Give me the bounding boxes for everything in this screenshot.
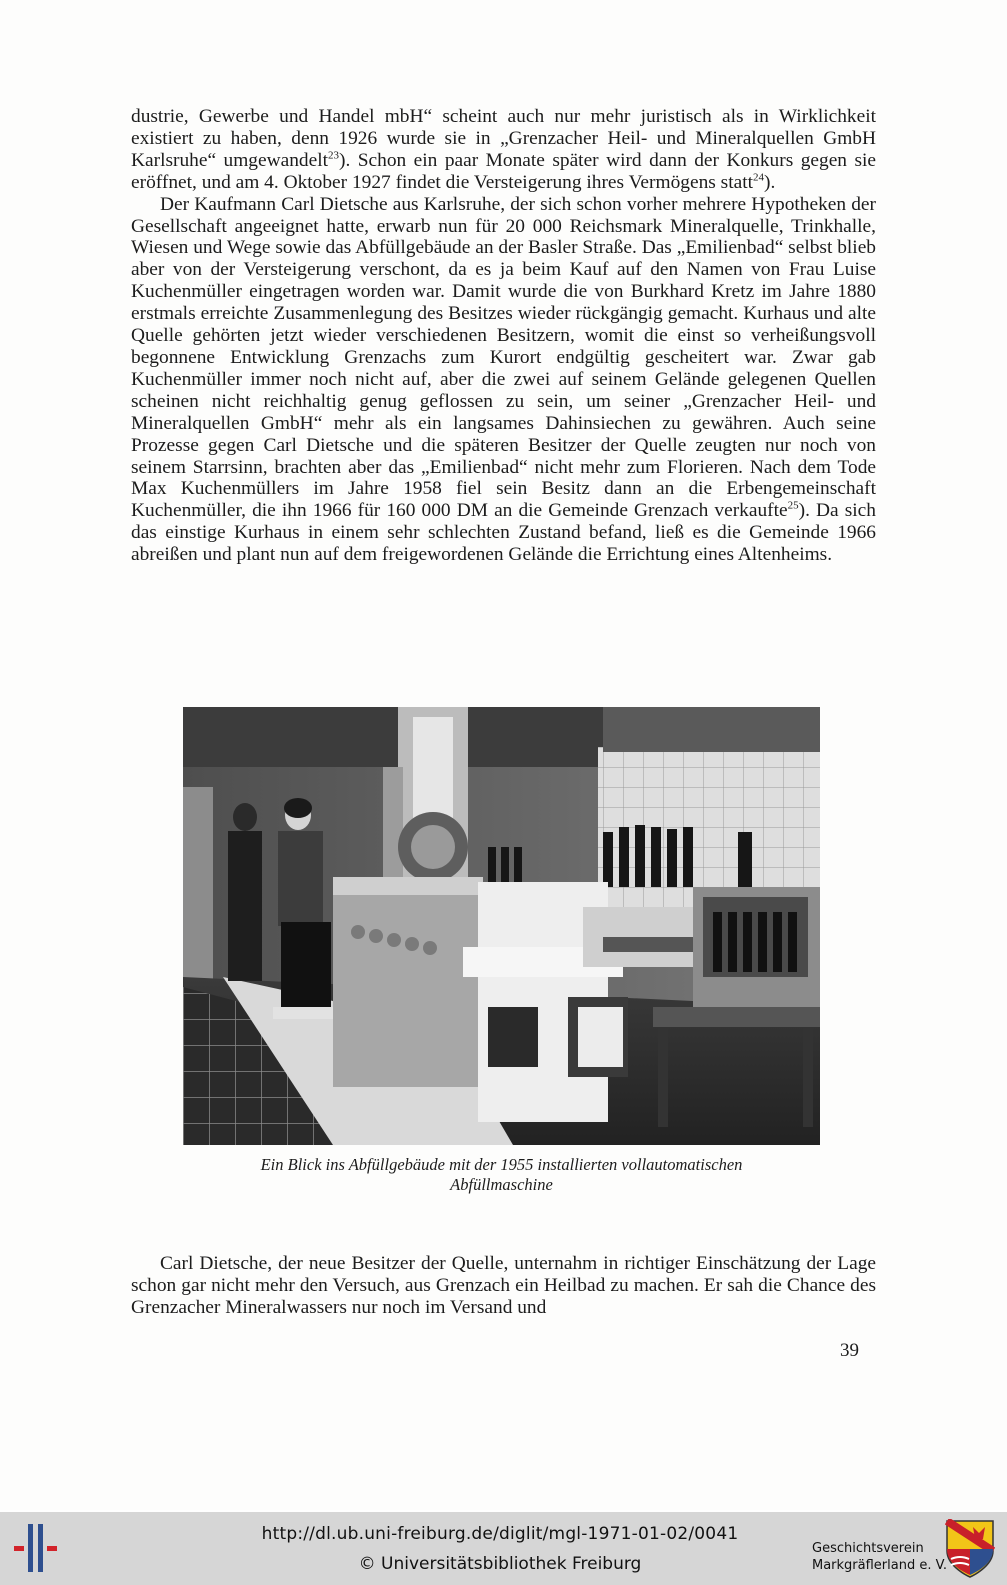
footnote-ref: 24 (752, 171, 764, 184)
viewer-footer (0, 1512, 1007, 1585)
paragraph-text: ). Schon ein paar Monate später wird dann der Konkurs gegen sie eröffnet, und am 4. Oktober 1927 findet die Versteigerung ihres Vermögens statt (131, 149, 876, 193)
society-line-2: Markgräflerland e. V. (812, 1558, 947, 1573)
society-name (812, 1540, 947, 1574)
paragraph (131, 106, 876, 194)
bottling-hall-photo (183, 707, 820, 1145)
photo-caption (183, 1155, 820, 1195)
paragraph-text: ). Da sich das einstige Kurhaus in einem sehr schlechten Zustand befand, ließ es die Gemeinde 1966 abreißen und plant nun auf dem freigewordenen Gelände die Errichtung eines Altenheims. (131, 500, 876, 566)
photo-illustration (183, 707, 820, 1145)
permalink-url[interactable]: http://dl.ub.uni-freiburg.de/diglit/mgl-1971-01-02/0041 (261, 1524, 739, 1544)
paragraph-text: Carl Dietsche, der neue Besitzer der Quelle, unternahm in richtiger Einschätzung der Lage schon gar nicht mehr den Versuch, aus Grenzach ein Heilbad zu machen. Er sah die Chance des Grenzacher Mineralwassers nur noch im Versand und (131, 1253, 876, 1318)
paragraph-text: dustrie, Gewerbe und Handel mbH“ scheint auch nur mehr juristisch als in Wirklichkeit existiert zu haben, denn 1926 wurde sie in „Grenzacher Heil- und Mineralquellen GmbH Karlsruhe“ umgewandelt (131, 106, 876, 171)
text-block-top (131, 106, 876, 566)
text-block-bottom (131, 1253, 876, 1319)
paragraph-text: Der Kaufmann Carl Dietsche aus Karlsruhe, der sich schon vorher mehrere Hypotheken der Gesellschaft angeeignet hatte, erwarb nun für 20 000 Reichsmark Mineralquelle, Trinkhalle, Wiesen und Wege sowie das Abfüllgebäude an der Basler Straße. Das „Emilienbad“ selbst blieb aber von der Versteigerung verschont, da es ja beim Kauf auf den Namen von Frau Luise Kuchenmüller eingetragen worden war. Damit wurde die von Burkhard Kretz im Jahre 1880 erstmals erreichte Zusammenlegung des Besitzes wieder rückgängig gemacht. Kurhaus und alte Quelle gehörten jetzt wieder verschiedenen Besitzern, womit die einst so verheißungsvoll begonnene Entwicklung Grenzachs zum Kurort endgültig gescheitert war. Zwar gab Kuchenmüller immer noch nicht auf, aber die zwei auf seinem Gelände gelegenen Quellen scheinen nicht reichhaltig genug geflossen zu sein, um seiner „Grenzacher Heil- und Mineralquellen GmbH“ mehr als ein langsames Dahinsiechen zu gewähren. Auch seine Prozesse gegen Carl Dietsche und die späteren Besitzer der Quelle zeugten nur noch von seinem Starrsinn, brachten aber das „Emilienbad“ nicht mehr zum Florieren. Nach dem Tode Max Kuchenmüllers im Jahre 1958 fiel sein Besitz dann an die Erbengemeinschaft Kuchenmüller, die ihn 1966 für 160 000 DM an die Gemeinde Grenzach verkaufte (131, 193, 876, 522)
footnote-ref: 23 (327, 149, 339, 162)
society-line-1: Geschichtsverein (812, 1541, 924, 1556)
coat-of-arms-icon (945, 1519, 995, 1579)
page-number: 39 (840, 1340, 859, 1361)
paragraph-text: ). (763, 171, 776, 193)
paragraph (131, 1253, 876, 1319)
ub-freiburg-logo-icon[interactable] (14, 1520, 64, 1576)
footnote-ref: 25 (787, 499, 799, 512)
caption-line-2: Abfüllmaschine (450, 1175, 553, 1194)
copyright-notice: © Universitätsbibliothek Freiburg (358, 1554, 642, 1574)
paragraph (131, 194, 876, 566)
caption-line-1: Ein Blick ins Abfüllgebäude mit der 1955 installierten vollautomatischen (260, 1155, 743, 1174)
